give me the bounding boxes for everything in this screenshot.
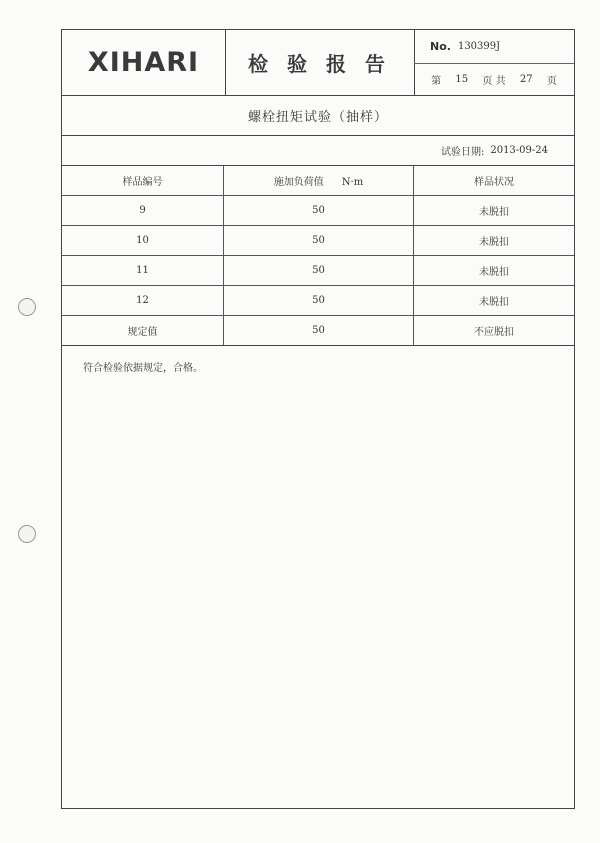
header-sample-condition: 样品状况 xyxy=(414,166,575,196)
cell-load: 50 xyxy=(224,256,414,286)
page-of: 页 共 xyxy=(482,76,506,87)
test-date xyxy=(62,135,574,166)
cell-sample-no: 12 xyxy=(62,286,224,316)
punch-hole-bottom xyxy=(18,525,36,543)
test-date-value: 2013-09-24 xyxy=(490,144,548,156)
cell-load: 50 xyxy=(224,196,414,226)
conclusion-text: 符合检验依据规定，合格。 xyxy=(83,363,203,374)
table-row-specification xyxy=(62,316,574,346)
page-indicator xyxy=(414,64,574,95)
test-subject: 螺栓扭矩试验（抽样） xyxy=(62,95,574,136)
report-number-value: 130399J xyxy=(457,41,501,52)
report-number-label: No. xyxy=(430,40,451,53)
header-applied-load xyxy=(224,166,414,196)
cell-load: 50 xyxy=(224,316,414,346)
report-meta xyxy=(414,30,574,95)
cell-load: 50 xyxy=(224,286,414,316)
report-header xyxy=(62,30,574,96)
report-frame xyxy=(61,29,575,809)
results-table xyxy=(62,166,574,346)
table-row xyxy=(62,226,574,256)
table-row xyxy=(62,196,574,226)
cell-condition: 未脱扣 xyxy=(414,286,575,316)
cell-sample-no: 11 xyxy=(62,256,224,286)
cell-load: 50 xyxy=(224,226,414,256)
company-logo: XIHARI xyxy=(62,30,226,95)
cell-condition: 未脱扣 xyxy=(414,226,575,256)
header-sample-no: 样品编号 xyxy=(62,166,224,196)
cell-condition: 不应脱扣 xyxy=(414,316,575,346)
page-prefix: 第 xyxy=(431,76,442,87)
report-number xyxy=(414,30,574,64)
header-unit: N·m xyxy=(341,177,364,188)
cell-condition: 未脱扣 xyxy=(414,196,575,226)
cell-sample-no: 规定值 xyxy=(62,316,224,346)
test-date-label: 试验日期: xyxy=(440,146,485,158)
punch-hole-top xyxy=(18,298,36,316)
cell-sample-no: 10 xyxy=(62,226,224,256)
header-applied-load-label: 施加负荷值 xyxy=(273,177,324,188)
page-total: 27 xyxy=(519,74,533,85)
page-current: 15 xyxy=(455,74,469,85)
cell-condition: 未脱扣 xyxy=(414,256,575,286)
table-row xyxy=(62,256,574,286)
table-header-row xyxy=(62,166,574,196)
cell-sample-no: 9 xyxy=(62,196,224,226)
table-row xyxy=(62,286,574,316)
report-title: 检 验 报 告 xyxy=(225,30,415,95)
page-suffix: 页 xyxy=(546,76,557,87)
